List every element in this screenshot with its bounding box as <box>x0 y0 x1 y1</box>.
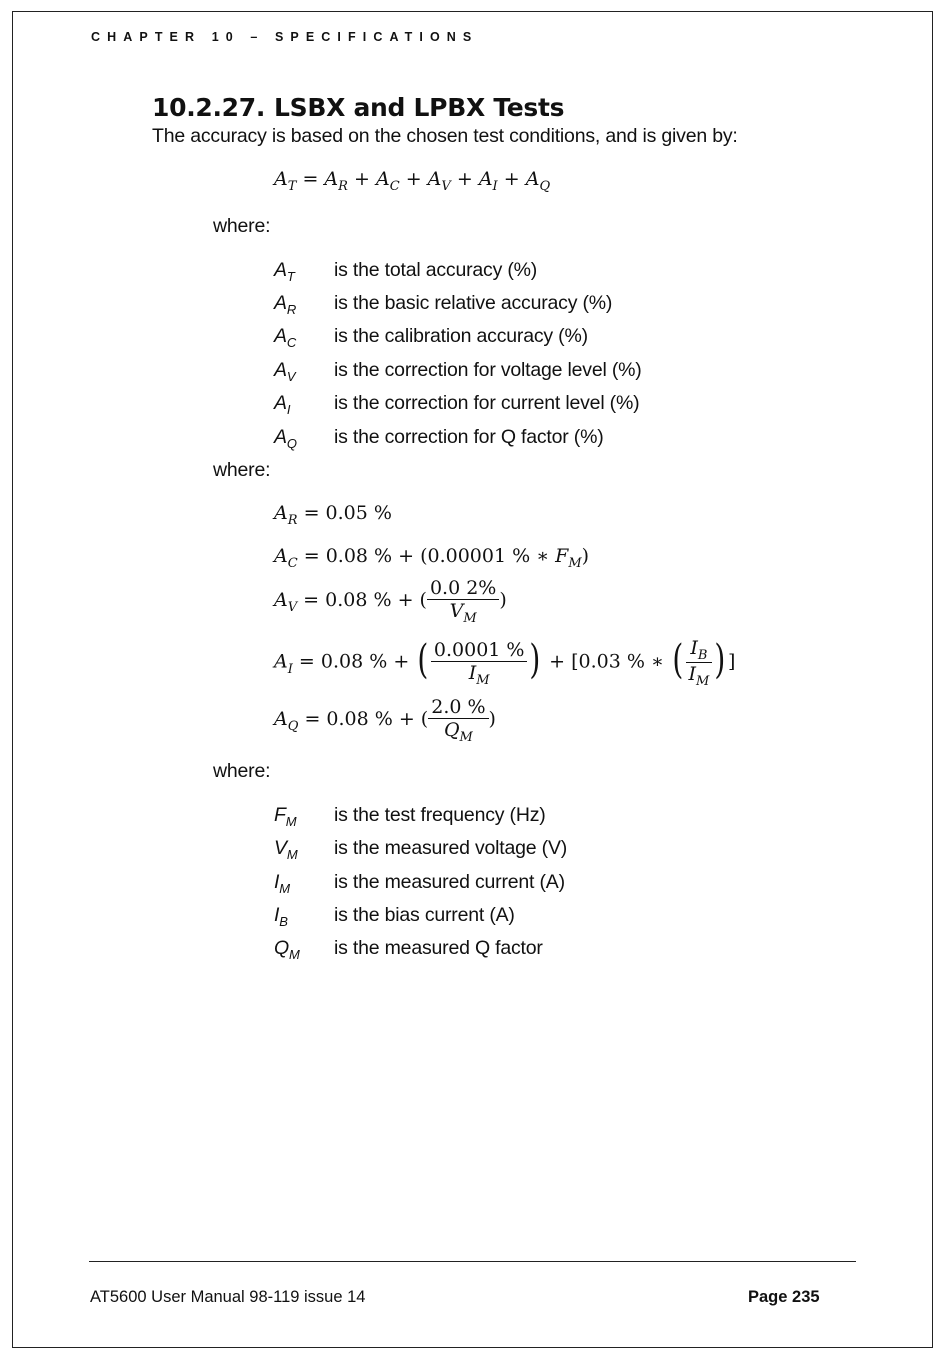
def-text: is the basic relative accuracy (%) <box>334 292 613 314</box>
eq-symbol: A <box>274 502 288 524</box>
def-text: is the bias current (A) <box>334 904 515 926</box>
section-heading <box>152 93 564 122</box>
def-subscript: Q <box>286 436 297 451</box>
def-text: is the correction for voltage level (%) <box>334 359 642 381</box>
eq-bracket: ) <box>488 708 496 730</box>
eq-rhs: = 0.08 % + <box>298 650 410 673</box>
eq-subscript: R <box>287 513 298 528</box>
def-symbol: A <box>274 392 287 414</box>
def-text: is the measured Q factor <box>334 937 543 959</box>
eq-subscript: Q <box>539 179 551 194</box>
eq-symbol: V <box>449 600 464 622</box>
def-text: is the total accuracy (%) <box>334 259 538 281</box>
ai-equation <box>274 637 735 688</box>
eq-operator: = <box>302 168 319 190</box>
eq-symbol: Q <box>443 719 460 741</box>
fraction <box>428 696 488 744</box>
eq-rhs: = 0.08 % + (0.00001 % ∗ <box>303 545 556 567</box>
def-subscript: T <box>286 269 295 284</box>
eq-bracket: ) <box>499 589 507 611</box>
eq-subscript: M <box>476 672 490 688</box>
eq-rhs: = 0.05 % <box>303 502 392 524</box>
eq-symbol: F <box>555 545 569 567</box>
eq-operator: + <box>456 168 473 190</box>
fraction-numerator <box>686 637 713 662</box>
def-subscript: M <box>285 814 297 829</box>
fraction <box>427 577 499 625</box>
eq-operator: + <box>503 168 520 190</box>
eq-operator: + <box>405 168 422 190</box>
av-equation <box>274 577 507 625</box>
eq-symbol: A <box>324 168 339 190</box>
def-subscript: M <box>286 847 298 862</box>
right-paren: ) <box>714 636 726 683</box>
total-accuracy-equation <box>274 168 551 194</box>
fraction-denominator <box>686 662 713 688</box>
def-text: is the test frequency (Hz) <box>334 804 546 826</box>
def-symbol: I <box>274 871 280 893</box>
def-symbol: F <box>274 804 286 826</box>
def-symbol: Q <box>274 937 289 959</box>
def-symbol: A <box>274 292 287 314</box>
eq-subscript: I <box>492 179 498 194</box>
where-label: where: <box>213 760 271 782</box>
def-subscript: C <box>286 335 297 350</box>
def-text: is the measured current (A) <box>334 871 565 893</box>
def-text: is the measured voltage (V) <box>334 837 568 859</box>
intro-paragraph: The accuracy is based on the chosen test conditions, and is given by: <box>152 125 738 147</box>
eq-subscript: R <box>338 179 348 194</box>
eq-subscript: B <box>697 648 708 663</box>
eq-symbol: A <box>427 168 442 190</box>
eq-subscript: I <box>287 661 293 677</box>
footer-manual-title: AT5600 User Manual 98-119 issue 14 <box>90 1288 366 1306</box>
eq-symbol: A <box>274 708 288 730</box>
eq-subscript: V <box>441 179 451 194</box>
chapter-header: CHAPTER 10 – SPECIFICATIONS <box>91 30 479 44</box>
eq-subscript: V <box>287 600 298 615</box>
fraction-denominator <box>431 661 528 687</box>
eq-bracket: ) <box>581 545 590 567</box>
eq-bracket: ] <box>727 650 736 673</box>
left-paren: ( <box>417 636 429 683</box>
left-paren: ( <box>672 636 684 683</box>
eq-subscript: M <box>568 556 582 571</box>
eq-symbol: A <box>478 168 493 190</box>
eq-subscript: C <box>287 556 298 571</box>
eq-subscript: T <box>287 179 297 194</box>
eq-symbol: I <box>688 663 697 685</box>
right-paren: ) <box>529 636 541 683</box>
eq-symbol: A <box>274 168 288 190</box>
eq-rhs: = 0.08 % + ( <box>304 708 429 730</box>
def-text: is the correction for current level (%) <box>334 392 640 414</box>
where-label: where: <box>213 215 271 237</box>
ar-equation <box>274 502 392 528</box>
def-subscript: R <box>286 302 297 317</box>
section-number: 10.2.27. <box>152 93 266 122</box>
eq-subscript: C <box>389 179 400 194</box>
def-text: is the calibration accuracy (%) <box>334 325 588 347</box>
def-symbol: A <box>274 325 287 347</box>
eq-subscript: Q <box>287 719 299 734</box>
fraction <box>686 637 713 688</box>
eq-rhs: = 0.08 % + ( <box>303 589 427 611</box>
fraction-denominator <box>428 718 488 744</box>
section-title: LSBX and LPBX Tests <box>274 93 565 122</box>
def-subscript: M <box>288 947 300 962</box>
def-symbol: A <box>274 359 287 381</box>
def-symbol: A <box>274 259 287 281</box>
where-label: where: <box>213 459 271 481</box>
eq-subscript: M <box>463 611 477 626</box>
ac-equation <box>274 545 590 571</box>
footer-divider <box>89 1261 856 1262</box>
eq-rhs: + [0.03 % ∗ <box>549 650 664 673</box>
def-text: is the correction for Q factor (%) <box>334 426 604 448</box>
eq-symbol: I <box>690 637 698 659</box>
def-subscript: B <box>279 914 288 929</box>
fraction-numerator: 2.0 % <box>431 696 486 718</box>
eq-symbol: I <box>468 661 477 684</box>
eq-symbol: A <box>375 168 390 190</box>
def-symbol: V <box>274 837 287 859</box>
fraction-denominator <box>427 599 499 625</box>
def-symbol: I <box>274 904 280 926</box>
eq-symbol: A <box>274 545 288 567</box>
eq-symbol: A <box>274 589 288 611</box>
eq-symbol: A <box>525 168 540 190</box>
fraction-numerator: 0.0001 % <box>433 638 525 661</box>
def-subscript: I <box>286 402 291 417</box>
aq-equation <box>274 696 496 744</box>
def-symbol: A <box>274 426 287 448</box>
footer-page-number: Page 235 <box>748 1288 820 1306</box>
def-subscript: M <box>279 881 290 896</box>
fraction-numerator: 0.0 2% <box>429 577 497 599</box>
eq-operator: + <box>354 168 370 190</box>
eq-symbol: A <box>274 650 288 673</box>
eq-subscript: M <box>696 674 710 689</box>
fraction <box>431 639 528 687</box>
def-subscript: V <box>286 369 296 384</box>
eq-subscript: M <box>459 730 473 745</box>
